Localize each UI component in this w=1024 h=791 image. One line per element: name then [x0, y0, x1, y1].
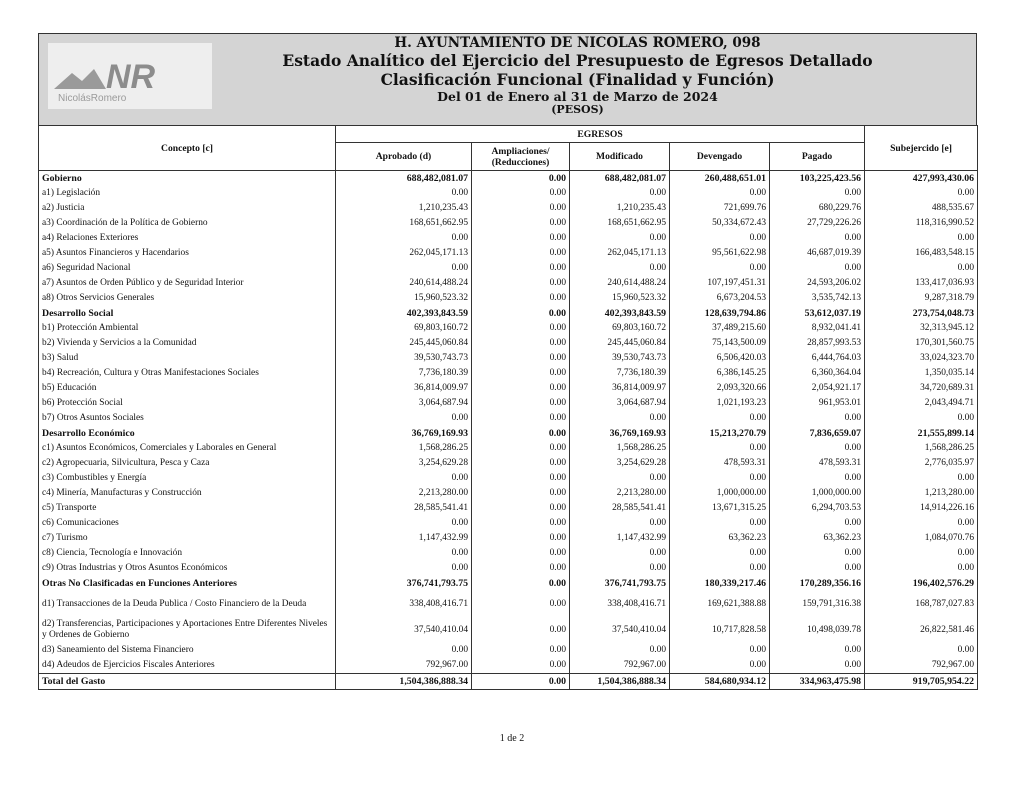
row-subejercido: 168,787,027.83 [865, 591, 978, 617]
row-modificado: 39,530,743.73 [570, 351, 670, 366]
row-aprobado: 402,393,843.59 [336, 306, 472, 321]
row-subejercido: 9,287,318.79 [865, 291, 978, 306]
group-row [39, 576, 978, 591]
row-pagado: 28,857,993.53 [770, 336, 865, 351]
row-aprobado: 0.00 [336, 561, 472, 576]
row-concept: c7) Turismo [39, 531, 336, 546]
row-modificado: 15,960,523.32 [570, 291, 670, 306]
row-ampliaciones: 0.00 [472, 441, 570, 456]
row-pagado: 0.00 [770, 561, 865, 576]
col-subejercido: Subejercido [e] [865, 126, 978, 171]
row-modificado: 0.00 [570, 261, 670, 276]
row-devengado: 169,621,388.88 [670, 591, 770, 617]
group-row [39, 171, 978, 187]
row-pagado: 170,289,356.16 [770, 576, 865, 591]
row-pagado: 7,836,659.07 [770, 426, 865, 441]
group-row [39, 306, 978, 321]
row-ampliaciones: 0.00 [472, 617, 570, 643]
row-modificado: 1,568,286.25 [570, 441, 670, 456]
table-row [39, 321, 978, 336]
row-devengado: 0.00 [670, 231, 770, 246]
row-pagado: 63,362.23 [770, 531, 865, 546]
row-concept: Desarrollo Social [39, 306, 336, 321]
row-pagado: 0.00 [770, 516, 865, 531]
row-ampliaciones: 0.00 [472, 246, 570, 261]
row-aprobado: 36,814,009.97 [336, 381, 472, 396]
row-aprobado: 0.00 [336, 186, 472, 201]
row-ampliaciones: 0.00 [472, 426, 570, 441]
row-subejercido: 34,720,689.31 [865, 381, 978, 396]
svg-text:NicolásRomero: NicolásRomero [58, 93, 127, 104]
row-devengado: 0.00 [670, 643, 770, 658]
row-aprobado: 0.00 [336, 471, 472, 486]
row-ampliaciones: 0.00 [472, 351, 570, 366]
budget-table [38, 125, 978, 690]
row-ampliaciones: 0.00 [472, 546, 570, 561]
table-row [39, 396, 978, 411]
row-pagado: 159,791,316.38 [770, 591, 865, 617]
row-ampliaciones: 0.00 [472, 306, 570, 321]
row-ampliaciones: 0.00 [472, 486, 570, 501]
row-modificado: 688,482,081.07 [570, 171, 670, 187]
total-row [39, 674, 978, 690]
row-concept: b2) Vivienda y Servicios a la Comunidad [39, 336, 336, 351]
table-row [39, 246, 978, 261]
table-row [39, 231, 978, 246]
row-aprobado: 0.00 [336, 546, 472, 561]
row-concept: c8) Ciencia, Tecnología e Innovación [39, 546, 336, 561]
row-ampliaciones: 0.00 [472, 531, 570, 546]
row-aprobado: 1,568,286.25 [336, 441, 472, 456]
row-aprobado: 69,803,160.72 [336, 321, 472, 336]
row-aprobado: 240,614,488.24 [336, 276, 472, 291]
row-ampliaciones: 0.00 [472, 186, 570, 201]
svg-text:NR: NR [106, 58, 156, 96]
row-aprobado: 245,445,060.84 [336, 336, 472, 351]
row-concept: c6) Comunicaciones [39, 516, 336, 531]
table-row [39, 411, 978, 426]
report-header [38, 33, 977, 125]
row-concept: b3) Salud [39, 351, 336, 366]
row-devengado: 63,362.23 [670, 531, 770, 546]
row-ampliaciones: 0.00 [472, 321, 570, 336]
row-aprobado: 7,736,180.39 [336, 366, 472, 381]
row-ampliaciones: 0.00 [472, 276, 570, 291]
col-ampliaciones: Ampliaciones/ (Reducciones) [472, 143, 570, 171]
row-pagado: 6,360,364.04 [770, 366, 865, 381]
row-concept: Otras No Clasificadas en Funciones Anteriores [39, 576, 336, 591]
report-units: (PESOS) [551, 103, 604, 116]
row-concept: b4) Recreación, Cultura y Otras Manifestaciones Sociales [39, 366, 336, 381]
row-ampliaciones: 0.00 [472, 674, 570, 690]
row-subejercido: 1,350,035.14 [865, 366, 978, 381]
row-aprobado: 1,504,386,888.34 [336, 674, 472, 690]
row-modificado: 1,504,386,888.34 [570, 674, 670, 690]
row-devengado: 95,561,622.98 [670, 246, 770, 261]
row-concept: d1) Transacciones de la Deuda Publica / Costo Financiero de la Deuda [39, 591, 336, 617]
row-concept: Gobierno [39, 171, 336, 187]
row-devengado: 10,717,828.58 [670, 617, 770, 643]
row-devengado: 13,671,315.25 [670, 501, 770, 516]
row-pagado: 46,687,019.39 [770, 246, 865, 261]
row-subejercido: 0.00 [865, 231, 978, 246]
group-row [39, 426, 978, 441]
row-modificado: 1,147,432.99 [570, 531, 670, 546]
row-aprobado: 0.00 [336, 643, 472, 658]
row-subejercido: 33,024,323.70 [865, 351, 978, 366]
row-pagado: 6,444,764.03 [770, 351, 865, 366]
row-ampliaciones: 0.00 [472, 658, 570, 674]
row-subejercido: 0.00 [865, 643, 978, 658]
row-ampliaciones: 0.00 [472, 261, 570, 276]
row-subejercido: 0.00 [865, 516, 978, 531]
row-pagado: 0.00 [770, 658, 865, 674]
table-row [39, 591, 978, 617]
row-devengado: 37,489,215.60 [670, 321, 770, 336]
table-row [39, 201, 978, 216]
row-modificado: 0.00 [570, 471, 670, 486]
row-subejercido: 166,483,548.15 [865, 246, 978, 261]
row-modificado: 0.00 [570, 546, 670, 561]
col-modificado: Modificado [570, 143, 670, 171]
table-row [39, 276, 978, 291]
table-row [39, 658, 978, 674]
row-ampliaciones: 0.00 [472, 291, 570, 306]
row-devengado: 0.00 [670, 561, 770, 576]
municipality-logo [48, 43, 212, 109]
row-subejercido: 1,213,280.00 [865, 486, 978, 501]
table-row [39, 643, 978, 658]
row-devengado: 584,680,934.12 [670, 674, 770, 690]
row-aprobado: 28,585,541.41 [336, 501, 472, 516]
row-pagado: 27,729,226.26 [770, 216, 865, 231]
row-ampliaciones: 0.00 [472, 643, 570, 658]
row-pagado: 8,932,041.41 [770, 321, 865, 336]
row-subejercido: 0.00 [865, 546, 978, 561]
row-devengado: 128,639,794.86 [670, 306, 770, 321]
row-subejercido: 21,555,899.14 [865, 426, 978, 441]
row-pagado: 10,498,039.78 [770, 617, 865, 643]
row-modificado: 0.00 [570, 643, 670, 658]
row-aprobado: 3,064,687.94 [336, 396, 472, 411]
table-row [39, 546, 978, 561]
row-modificado: 0.00 [570, 516, 670, 531]
table-row [39, 456, 978, 471]
col-pagado: Pagado [770, 143, 865, 171]
row-subejercido: 0.00 [865, 561, 978, 576]
row-modificado: 338,408,416.71 [570, 591, 670, 617]
table-row [39, 441, 978, 456]
row-concept: a6) Seguridad Nacional [39, 261, 336, 276]
row-modificado: 2,213,280.00 [570, 486, 670, 501]
row-modificado: 168,651,662.95 [570, 216, 670, 231]
row-pagado: 103,225,423.56 [770, 171, 865, 187]
row-modificado: 1,210,235.43 [570, 201, 670, 216]
row-subejercido: 196,402,576.29 [865, 576, 978, 591]
row-subejercido: 26,822,581.46 [865, 617, 978, 643]
row-concept: a8) Otros Servicios Generales [39, 291, 336, 306]
row-subejercido: 0.00 [865, 471, 978, 486]
row-concept: b6) Protección Social [39, 396, 336, 411]
row-modificado: 262,045,171.13 [570, 246, 670, 261]
row-modificado: 376,741,793.75 [570, 576, 670, 591]
row-ampliaciones: 0.00 [472, 516, 570, 531]
row-devengado: 1,000,000.00 [670, 486, 770, 501]
row-ampliaciones: 0.00 [472, 216, 570, 231]
row-ampliaciones: 0.00 [472, 501, 570, 516]
row-aprobado: 39,530,743.73 [336, 351, 472, 366]
row-devengado: 180,339,217.46 [670, 576, 770, 591]
row-concept: c3) Combustibles y Energía [39, 471, 336, 486]
report-titles [219, 34, 936, 116]
table-row [39, 261, 978, 276]
row-devengado: 721,699.76 [670, 201, 770, 216]
row-aprobado: 15,960,523.32 [336, 291, 472, 306]
row-devengado: 107,197,451.31 [670, 276, 770, 291]
row-modificado: 3,254,629.28 [570, 456, 670, 471]
row-ampliaciones: 0.00 [472, 336, 570, 351]
table-body [39, 171, 978, 690]
row-pagado: 24,593,206.02 [770, 276, 865, 291]
row-concept: d4) Adeudos de Ejercicios Fiscales Anteriores [39, 658, 336, 674]
row-modificado: 0.00 [570, 231, 670, 246]
row-devengado: 50,334,672.43 [670, 216, 770, 231]
table-row [39, 501, 978, 516]
report-sheet [38, 33, 977, 690]
row-devengado: 0.00 [670, 658, 770, 674]
row-modificado: 36,769,169.93 [570, 426, 670, 441]
row-modificado: 37,540,410.04 [570, 617, 670, 643]
row-subejercido: 2,043,494.71 [865, 396, 978, 411]
table-row [39, 366, 978, 381]
row-ampliaciones: 0.00 [472, 591, 570, 617]
row-aprobado: 262,045,171.13 [336, 246, 472, 261]
row-ampliaciones: 0.00 [472, 171, 570, 187]
row-concept: a4) Relaciones Exteriores [39, 231, 336, 246]
report-title: Estado Analítico del Ejercicio del Presupuesto de Egresos Detallado [282, 51, 873, 70]
row-ampliaciones: 0.00 [472, 381, 570, 396]
table-row [39, 561, 978, 576]
row-modificado: 240,614,488.24 [570, 276, 670, 291]
table-row [39, 531, 978, 546]
table-row [39, 486, 978, 501]
row-devengado: 15,213,270.79 [670, 426, 770, 441]
row-pagado: 0.00 [770, 441, 865, 456]
row-aprobado: 0.00 [336, 411, 472, 426]
row-concept: c2) Agropecuaria, Silvicultura, Pesca y Caza [39, 456, 336, 471]
row-aprobado: 2,213,280.00 [336, 486, 472, 501]
row-devengado: 75,143,500.09 [670, 336, 770, 351]
table-row [39, 216, 978, 231]
col-concept: Concepto [c] [39, 126, 336, 171]
row-aprobado: 3,254,629.28 [336, 456, 472, 471]
row-subejercido: 0.00 [865, 186, 978, 201]
row-subejercido: 1,084,070.76 [865, 531, 978, 546]
row-devengado: 478,593.31 [670, 456, 770, 471]
row-ampliaciones: 0.00 [472, 561, 570, 576]
row-devengado: 0.00 [670, 441, 770, 456]
row-concept: Total del Gasto [39, 674, 336, 690]
row-ampliaciones: 0.00 [472, 576, 570, 591]
row-subejercido: 2,776,035.97 [865, 456, 978, 471]
row-ampliaciones: 0.00 [472, 396, 570, 411]
row-devengado: 260,488,651.01 [670, 171, 770, 187]
row-concept: b1) Protección Ambiental [39, 321, 336, 336]
row-aprobado: 376,741,793.75 [336, 576, 472, 591]
row-aprobado: 338,408,416.71 [336, 591, 472, 617]
row-pagado: 6,294,703.53 [770, 501, 865, 516]
row-aprobado: 1,210,235.43 [336, 201, 472, 216]
row-aprobado: 688,482,081.07 [336, 171, 472, 187]
row-aprobado: 37,540,410.04 [336, 617, 472, 643]
row-ampliaciones: 0.00 [472, 456, 570, 471]
row-pagado: 1,000,000.00 [770, 486, 865, 501]
row-concept: a2) Justicia [39, 201, 336, 216]
row-ampliaciones: 0.00 [472, 471, 570, 486]
row-concept: a5) Asuntos Financieros y Hacendarios [39, 246, 336, 261]
col-group-egresos: EGRESOS [336, 126, 865, 143]
row-subejercido: 133,417,036.93 [865, 276, 978, 291]
row-concept: Desarrollo Económico [39, 426, 336, 441]
row-devengado: 0.00 [670, 471, 770, 486]
row-subejercido: 273,754,048.73 [865, 306, 978, 321]
row-aprobado: 0.00 [336, 261, 472, 276]
row-modificado: 402,393,843.59 [570, 306, 670, 321]
row-modificado: 0.00 [570, 186, 670, 201]
row-concept: d2) Transferencias, Participaciones y Aportaciones Entre Diferentes Niveles y Ordenes de Gobierno [39, 617, 336, 643]
row-devengado: 0.00 [670, 261, 770, 276]
table-row [39, 336, 978, 351]
row-devengado: 0.00 [670, 186, 770, 201]
row-concept: d3) Saneamiento del Sistema Financiero [39, 643, 336, 658]
row-modificado: 0.00 [570, 411, 670, 426]
entity-name: H. AYUNTAMIENTO DE NICOLAS ROMERO, 098 [394, 35, 761, 51]
row-pagado: 0.00 [770, 411, 865, 426]
row-devengado: 0.00 [670, 546, 770, 561]
col-aprobado: Aprobado (d) [336, 143, 472, 171]
row-pagado: 53,612,037.19 [770, 306, 865, 321]
table-row [39, 471, 978, 486]
report-period: Del 01 de Enero al 31 de Marzo de 2024 [437, 89, 718, 104]
row-devengado: 1,021,193.23 [670, 396, 770, 411]
row-concept: b5) Educación [39, 381, 336, 396]
row-concept: a7) Asuntos de Orden Público y de Seguridad Interior [39, 276, 336, 291]
row-pagado: 478,593.31 [770, 456, 865, 471]
row-ampliaciones: 0.00 [472, 201, 570, 216]
table-row [39, 381, 978, 396]
row-aprobado: 1,147,432.99 [336, 531, 472, 546]
row-concept: c5) Transporte [39, 501, 336, 516]
row-modificado: 3,064,687.94 [570, 396, 670, 411]
row-subejercido: 14,914,226.16 [865, 501, 978, 516]
row-pagado: 961,953.01 [770, 396, 865, 411]
row-aprobado: 36,769,169.93 [336, 426, 472, 441]
table-row [39, 516, 978, 531]
row-subejercido: 488,535.67 [865, 201, 978, 216]
row-subejercido: 170,301,560.75 [865, 336, 978, 351]
row-pagado: 3,535,742.13 [770, 291, 865, 306]
row-modificado: 69,803,160.72 [570, 321, 670, 336]
row-subejercido: 0.00 [865, 261, 978, 276]
row-subejercido: 118,316,990.52 [865, 216, 978, 231]
row-subejercido: 32,313,945.12 [865, 321, 978, 336]
row-pagado: 0.00 [770, 643, 865, 658]
row-pagado: 0.00 [770, 186, 865, 201]
row-modificado: 245,445,060.84 [570, 336, 670, 351]
row-modificado: 792,967.00 [570, 658, 670, 674]
row-concept: a1) Legislación [39, 186, 336, 201]
row-pagado: 0.00 [770, 546, 865, 561]
row-devengado: 0.00 [670, 516, 770, 531]
row-pagado: 0.00 [770, 261, 865, 276]
row-subejercido: 1,568,286.25 [865, 441, 978, 456]
row-subejercido: 0.00 [865, 411, 978, 426]
row-concept: c4) Minería, Manufacturas y Construcción [39, 486, 336, 501]
row-concept: c1) Asuntos Económicos, Comerciales y Laborales en General [39, 441, 336, 456]
row-modificado: 0.00 [570, 561, 670, 576]
row-subejercido: 792,967.00 [865, 658, 978, 674]
row-aprobado: 792,967.00 [336, 658, 472, 674]
row-concept: a3) Coordinación de la Política de Gobierno [39, 216, 336, 231]
row-concept: c9) Otras Industrias y Otros Asuntos Económicos [39, 561, 336, 576]
row-aprobado: 168,651,662.95 [336, 216, 472, 231]
row-devengado: 2,093,320.66 [670, 381, 770, 396]
page-number: 1 de 2 [499, 733, 525, 744]
table-row [39, 617, 978, 643]
table-row [39, 351, 978, 366]
table-row [39, 186, 978, 201]
row-pagado: 0.00 [770, 471, 865, 486]
row-devengado: 6,673,204.53 [670, 291, 770, 306]
row-pagado: 680,229.76 [770, 201, 865, 216]
row-modificado: 7,736,180.39 [570, 366, 670, 381]
table-row [39, 291, 978, 306]
row-ampliaciones: 0.00 [472, 231, 570, 246]
row-subejercido: 919,705,954.22 [865, 674, 978, 690]
row-concept: b7) Otros Asuntos Sociales [39, 411, 336, 426]
row-pagado: 334,963,475.98 [770, 674, 865, 690]
row-devengado: 0.00 [670, 411, 770, 426]
row-ampliaciones: 0.00 [472, 411, 570, 426]
report-subtitle: Clasificación Funcional (Finalidad y Función) [380, 70, 775, 89]
row-aprobado: 0.00 [336, 516, 472, 531]
row-modificado: 36,814,009.97 [570, 381, 670, 396]
row-pagado: 2,054,921.17 [770, 381, 865, 396]
row-devengado: 6,386,145.25 [670, 366, 770, 381]
col-devengado: Devengado [670, 143, 770, 171]
row-pagado: 0.00 [770, 231, 865, 246]
row-modificado: 28,585,541.41 [570, 501, 670, 516]
row-ampliaciones: 0.00 [472, 366, 570, 381]
row-aprobado: 0.00 [336, 231, 472, 246]
row-devengado: 6,506,420.03 [670, 351, 770, 366]
row-subejercido: 427,993,430.06 [865, 171, 978, 187]
